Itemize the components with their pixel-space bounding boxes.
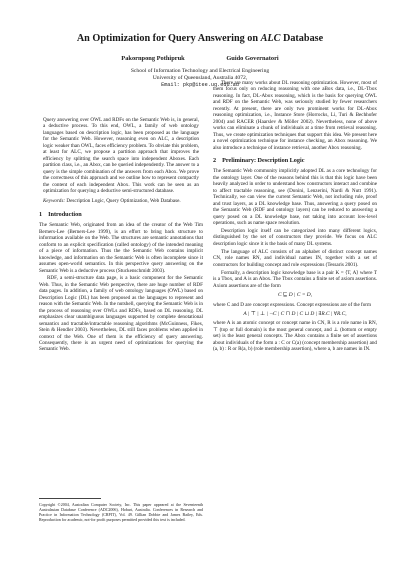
author-2: Guido Governatori [226, 55, 279, 62]
intro-paragraph-2: RDF, a semi-structure data page, is a basic component for the Semantic Web. Thus, in the Semantic Web perspective, there are huge number of RDF data pages. In addition, a family of web ontology languages (OWL) based on Description Logic (DL) has been proposed as the languages to represent and reason with the Semantic Web. In the nutshell, querying the Semantic Web is in the process of reasoning over OWLs and RDFs, based on DL reasoning. DL emphasizes clear unambiguous languages supported by complete denotational semantics and tractable/intractable reasoning algorithms (McGuinness, Fikes, Stein & Hendler 2003). Nevertheless, DL still faces problems when applied in context of the Web. One of them is the efficiency of query answering. Consequently, there is an urgent need of optimizations for querying the Semantic Web. [39, 275, 203, 353]
abstract: Query answering over OWL and RDFs on the Semantic Web is, in general, a deductive process. To this end, OWL, a family of web ontology languages based on description logic, has been proposed as the language for the Semantic Web. However, reasoning even on ALC, a description logic weaker than OWL, faces efficiency problem. To obviate this problem, at least for ALC, we propose a partition approach that improves the efficiency by splitting the search space into independent Aboxes. Each partition class, i.e., an Abox, can be queried independently. The answer to a query is the simple combination of the answers from each Abox. We prove the correctness of this approach and we outline how to represent compactly the content of each independent Abox. This work can be seen as an optimization for querying a deductive semi-structured database. [43, 117, 199, 194]
prelim-paragraph-5: where C and D are concept expressions. Concept expressions are of the form [213, 301, 372, 308]
footnote-rule [39, 498, 101, 499]
author-list [0, 55, 400, 62]
left-column [39, 117, 203, 354]
affiliation-line-1: School of Information Technology and Electrical Engineering [130, 68, 270, 74]
prelim-paragraph-1: The Semantic Web community implicitly adopted DL as a core technology for the ontology layer. One of the reasons behind this is that this logic have been heavily analyzed in order to understand how constructors interact and combine to affect tractable reasoning, see (Donini, Lenzerini, Nardi & Nutt 1991). Technically, we can view the current Semantic Web, not including rule, proof and trust layers, as a DL knowledge base. Thus, answering a query posed on the Semantic Web (RDF and ontology layers) can be reduced to answering a query posed on a DL knowledge base, not taking into account low-level operations, such as name space resolution. [213, 168, 377, 227]
intro-paragraph-1: The Semantic Web, originated from an idea of the creator of the Web Tim Berners-Lee (Berners-Lee 1999), is an effort to bring back structure to information available on the Web. The structures are semantic annotations that conform to an explicit specification (called ontology) of the intended meaning of a piece of information. Thus the the Semantic Web contains implicit knowledge, and information on the Semantic Web is often incomplete since it assumes open-world semantics. In this perspective query answering on the Semantic Web is a deductive process (Stuckenschmidt 2003). [39, 222, 203, 274]
title-alc: ALC [260, 33, 281, 44]
section-number: 2 [213, 156, 217, 164]
keywords-label: Keywords: [43, 198, 66, 205]
concept-formula: A | ⊤ | ⊥ | ¬C | C ⊓ D | C ⊔ D | ∃R.C | ∀R.C, [243, 311, 347, 317]
section-title: Preliminary: Description Logic [222, 156, 305, 164]
title-prefix: An Optimization for Query Answering on [76, 33, 261, 44]
keywords [39, 198, 203, 204]
intro-paragraph-3: There are many works about DL reasoning optimization. However, most of them focus only on reducing reasoning with one aBox data, i.e., DL-Tbox reasoning. In fact, DL-Abox reasoning, which is the basis for querying OWL and RDF on the Semantic Web, was seriously studied by fewer researchers recently. At present, there are only two prominent works for DL-Abox reasoning optimization, i.e., Instance Store (Horrocks, Li, Turi & Bechhofer 2004) and RACER (Haarslev & Möller 2002). Nevertheless, none of above works can eliminate a chunk of individuals at a time from retrieval reasoning. Thus, we create optimization techniques that support this idea. We present here a novel optimization technique for instance checking, an Abox reasoning. We also introduce a technique of instance retrieval, another Abox reasoning. [213, 80, 377, 151]
section-number: 1 [39, 210, 43, 218]
footnote-text: Copyright ©2004, Australian Computer Society, Inc. This paper appeared at the Seventeenth Australasian Database Conference (ADC2006), Hobart, Australia. Conferences in Research and Practice in Information Technology (CRPIT), Vol. 49. Gillian Dobbie and James Bailey, Eds. Reproduction for academic, not-for profit purposes permitted provided this text is included. [39, 502, 203, 522]
author-email: Email: pkp@itee.uq.edu.au [161, 82, 239, 89]
right-column [213, 80, 377, 354]
section-heading-introduction [39, 212, 203, 218]
prelim-paragraph-3: The language of ALC consists of an alphabet of distinct concept names CN, role names RN, and individual names IN, together with a set of constructors for building concept and role expressions (Tessaris 2001). [213, 248, 377, 268]
paper-title [0, 33, 400, 44]
copyright-footnote [39, 498, 203, 522]
keywords-text: Description Logic, Query Optimization, Web Database. [65, 198, 181, 205]
prelim-paragraph-2: Description logic itself can be categorized into many different logics, distinguished by the set of constructors they provide. We focus on ALC description logic since it is the basis of many DL systems. [213, 228, 377, 247]
prelim-paragraph-4: Formally, a description logic knowledge base is a pair K = ⟨T, A⟩ where T is a Tbox, and A is an Abox. The Tbox contains a finite set of axiom assertions. Axiom assertions are of the form [213, 269, 377, 289]
prelim-paragraph-6: where A is an atomic concept or concept name in CN, R is a role name in RN, ⊤ (top or full domain) is the most general concept, and ⊥ (bottom or empty set) is the least general concepts. The Abox contains a finite set of assertions about individuals of the form a : C or C(a) (concept membership assertion) and (a, b) : R or R(a, b) (role membership assertion), where a, b are names in IN. [213, 320, 377, 353]
affiliation-line-2: University of Queensland, Australia 4072, [152, 75, 248, 82]
author-1: Pakornpong Pothipruk [121, 55, 185, 62]
section-title: Introduction [48, 210, 82, 218]
axiom-formula: C ⊑ D | C = D, [277, 292, 313, 299]
title-suffix: Database [280, 33, 324, 44]
section-heading-preliminary [213, 158, 377, 164]
